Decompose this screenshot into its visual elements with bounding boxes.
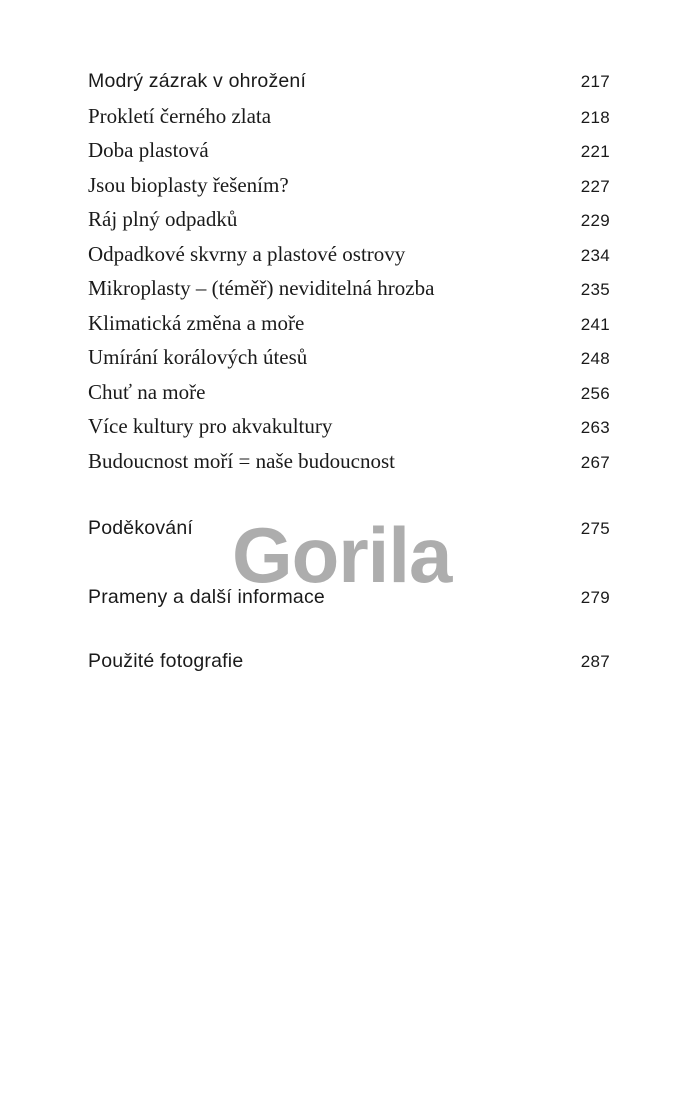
toc-entry: [88, 237, 610, 272]
toc-entry-title: Umírání korálových útesů: [88, 345, 308, 369]
toc-entry-page: 218: [580, 107, 610, 127]
toc-entry-page: 235: [580, 280, 610, 299]
toc-entry-page: 217: [580, 72, 610, 91]
toc-entry-title: Budoucnost moří = naše budoucnost: [88, 448, 395, 473]
toc-entry-page: 248: [580, 349, 610, 368]
toc-entry: [88, 375, 610, 410]
toc-entry-title: Jsou bioplasty řešením?: [88, 172, 289, 197]
toc-entry-page: 241: [580, 314, 610, 334]
toc-entry-title: Chuť na moře: [88, 379, 206, 404]
toc-entry-title: Poděkování: [88, 517, 193, 539]
toc-entry-title: Použité fotografie: [88, 650, 244, 672]
toc-entry-page: 256: [580, 383, 610, 403]
toc-entry: [88, 133, 610, 168]
toc-entry: [88, 271, 610, 306]
toc-entry-title: Prameny a další informace: [88, 585, 325, 608]
toc-entry-section: [88, 644, 610, 679]
toc-entry-title: Mikroplasty – (téměř) neviditelná hrozba: [88, 276, 435, 300]
toc-entry-title: Doba plastová: [88, 138, 209, 162]
toc-entry-title: Odpadkové skvrny a plastové ostrovy: [88, 241, 406, 266]
toc-entry-page: 275: [580, 519, 610, 538]
toc-entry: [88, 340, 610, 375]
toc-entry-page: 267: [580, 452, 610, 472]
toc-entry-title: Prokletí černého zlata: [88, 103, 272, 128]
toc-entry-page: 221: [580, 142, 610, 161]
toc-entry-page: 227: [580, 176, 610, 196]
toc-entry-page: 287: [580, 652, 610, 671]
toc-entry-chapter-heading: [88, 64, 610, 99]
toc-entry: [88, 168, 610, 203]
toc-entry: [88, 306, 610, 341]
toc-entry-title: Modrý zázrak v ohrožení: [88, 70, 307, 92]
toc-entry-page: 229: [580, 211, 610, 230]
table-of-contents: [88, 64, 610, 679]
toc-entry-section: [88, 511, 610, 546]
toc-entry: [88, 409, 610, 444]
toc-entry: [88, 99, 610, 134]
toc-entry-page: 279: [580, 587, 610, 607]
toc-entry-title: Ráj plný odpadků: [88, 207, 238, 231]
toc-entry-page: 234: [580, 245, 610, 265]
watermark-logo: Gorila: [232, 511, 452, 599]
toc-entry-title: Více kultury pro akvakultury: [88, 414, 333, 438]
toc-entry: [88, 202, 610, 237]
toc-entry-section: [88, 580, 610, 615]
toc-entry-title: Klimatická změna a moře: [88, 310, 305, 335]
toc-entry-page: 263: [580, 418, 610, 437]
toc-entry: [88, 444, 610, 479]
